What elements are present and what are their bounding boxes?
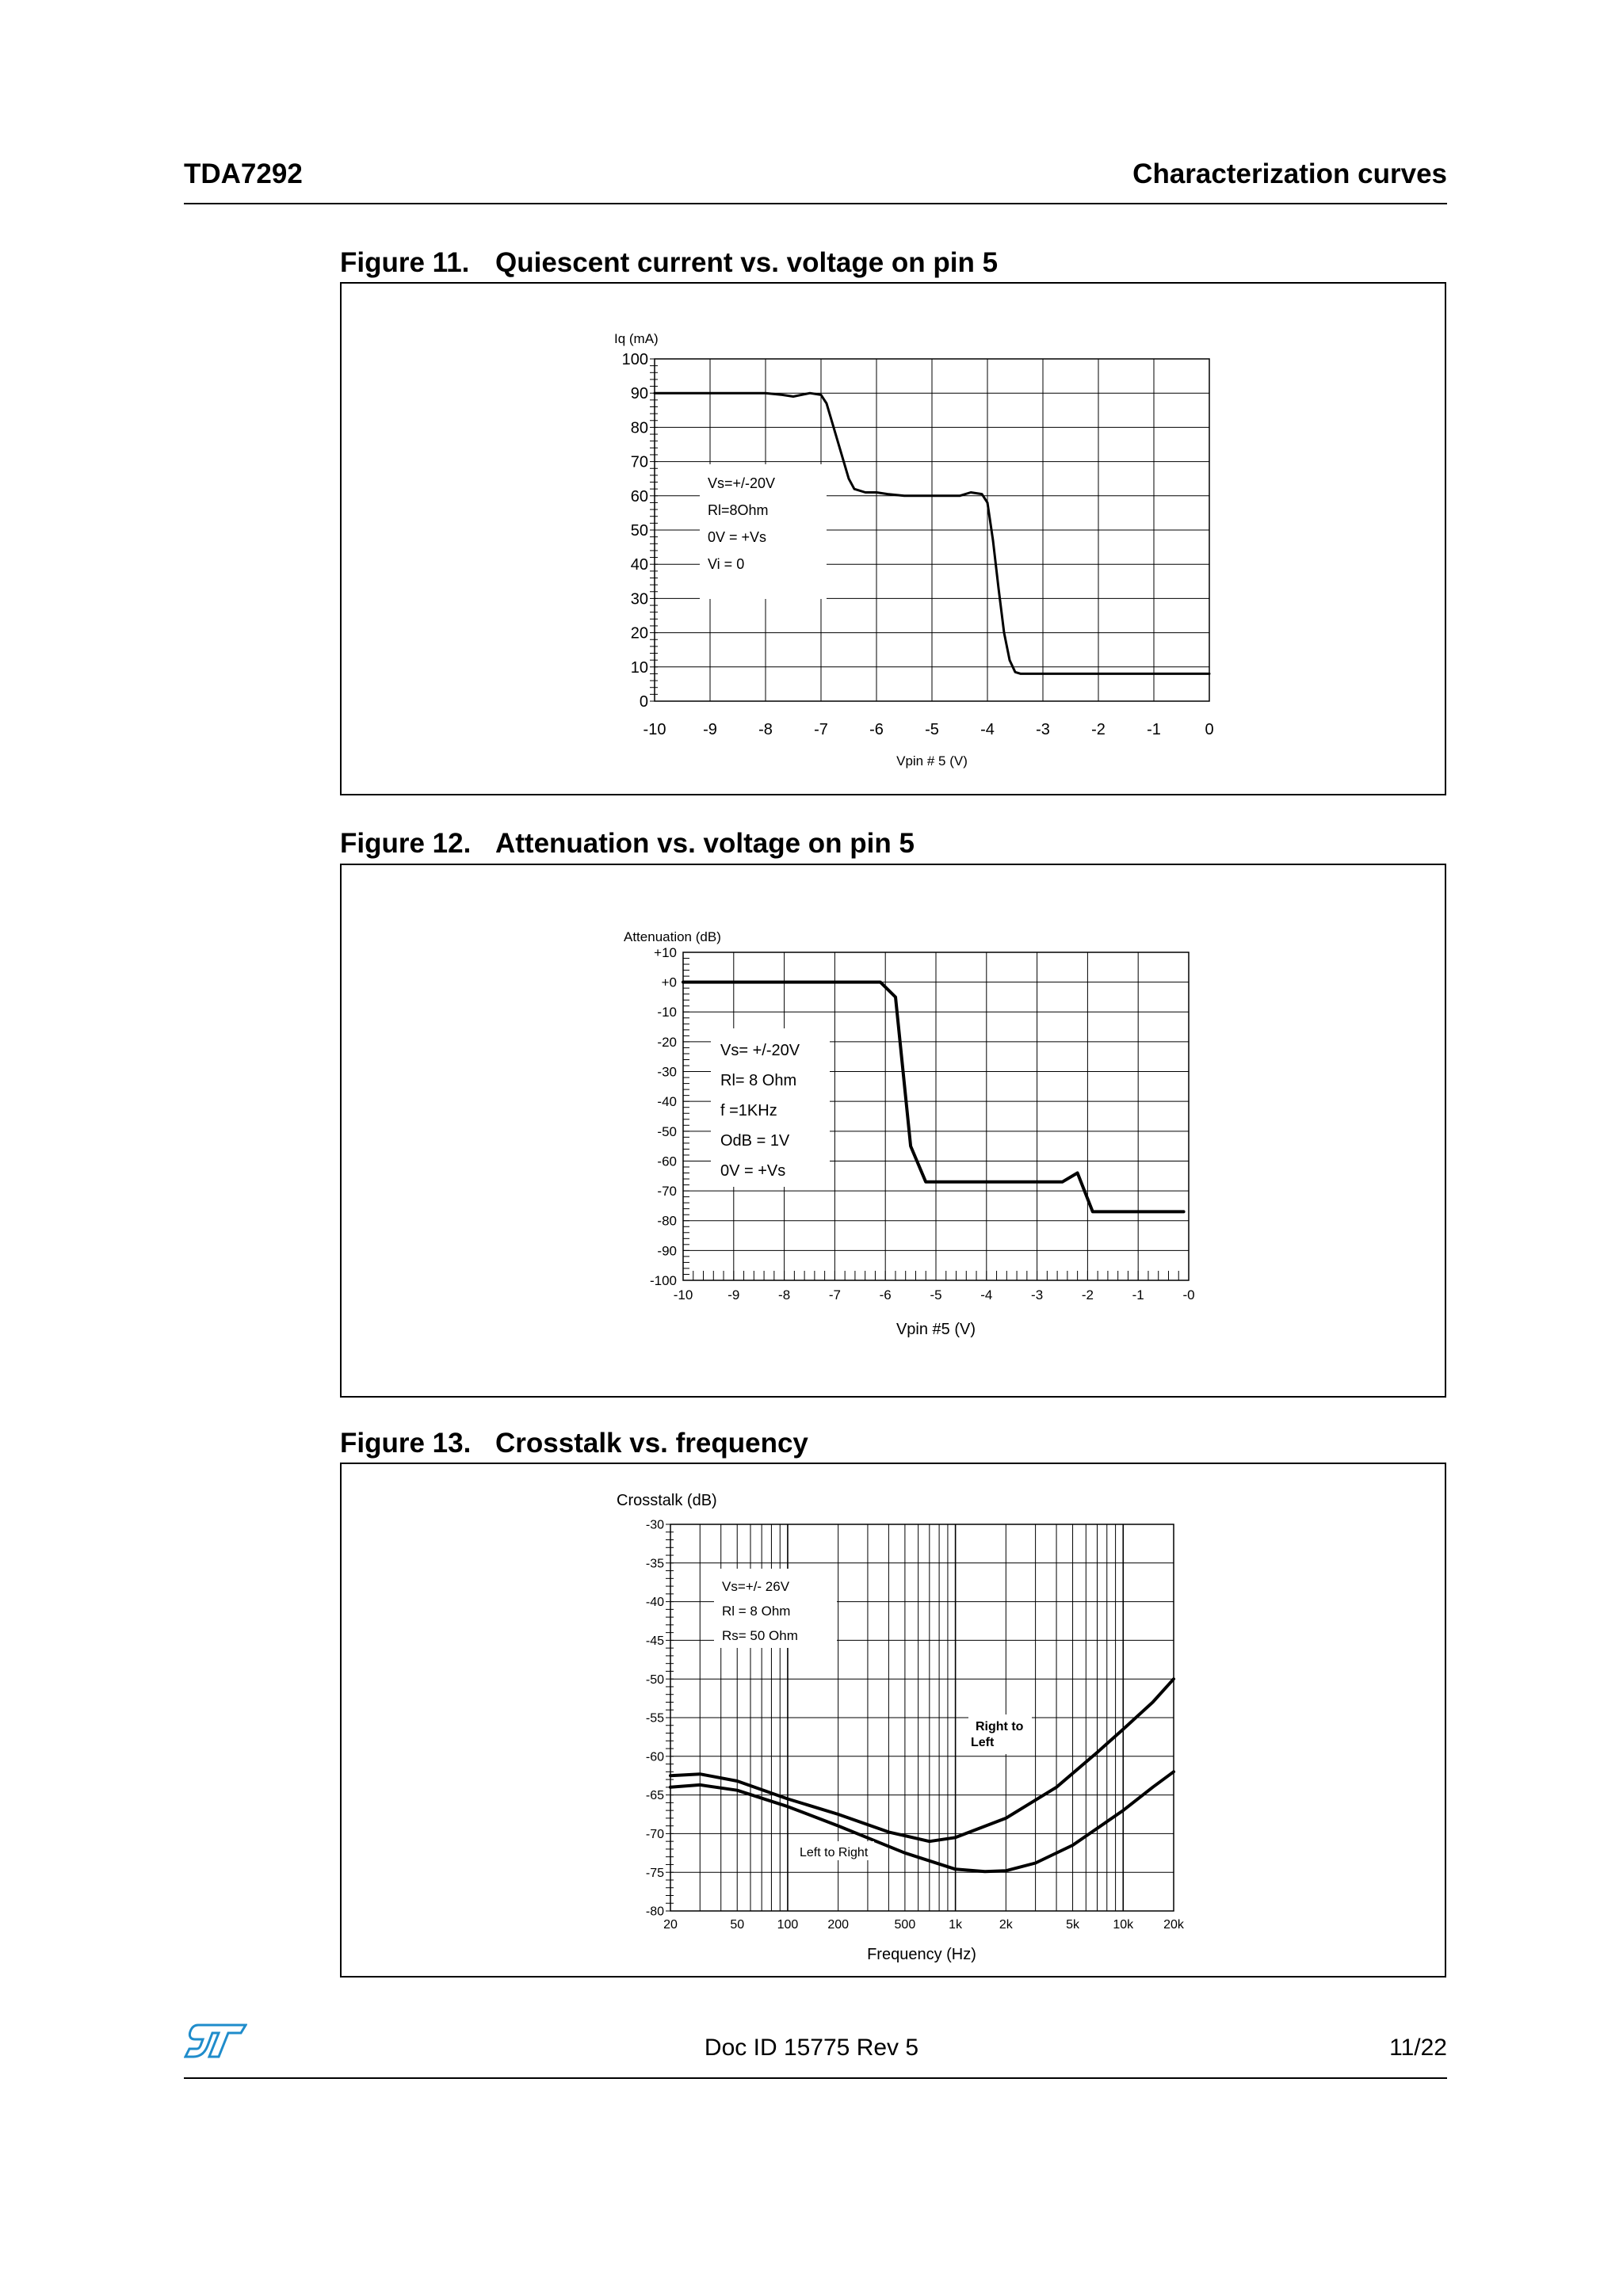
y-tick-label: -65 <box>645 1789 664 1803</box>
x-tick-label: 5k <box>1066 1918 1080 1932</box>
x-tick-label: -3 <box>1036 721 1050 738</box>
y-axis-label: Iq (mA) <box>614 331 659 346</box>
annotation-line: Rl=8Ohm <box>708 502 769 518</box>
figure-13-number: Figure 13. <box>340 1428 472 1459</box>
y-tick-label: -45 <box>645 1634 664 1648</box>
series-label-left-to-right: Left to Right <box>800 1846 869 1859</box>
x-tick-label: -4 <box>980 1287 993 1302</box>
x-tick-label: -2 <box>1091 721 1106 738</box>
figure-11-box <box>340 282 1446 795</box>
y-tick-label: 20 <box>630 624 648 643</box>
y-axis-label: Crosstalk (dB) <box>617 1492 717 1509</box>
footer-rule <box>184 2077 1447 2079</box>
annotation-line: 0V = +Vs <box>720 1162 786 1180</box>
y-tick-label: -80 <box>657 1213 677 1229</box>
annotation-line: Vi = 0 <box>708 556 745 572</box>
header-product: TDA7292 <box>184 158 303 189</box>
x-tick-label: 20k <box>1163 1918 1184 1932</box>
x-tick-label: -1 <box>1132 1287 1144 1302</box>
footer-page-number: 11/22 <box>1389 2035 1447 2061</box>
figure-11-number: Figure 11. <box>340 247 470 278</box>
x-tick-label: -10 <box>673 1287 693 1302</box>
x-tick-label: -8 <box>778 1287 791 1302</box>
x-tick-label: 2k <box>999 1918 1013 1932</box>
y-tick-label: -55 <box>645 1711 664 1726</box>
x-axis-label: Frequency (Hz) <box>867 1946 976 1963</box>
y-tick-label: -35 <box>645 1557 664 1571</box>
y-tick-label: 0 <box>639 693 648 711</box>
y-tick-label: 10 <box>630 658 648 677</box>
annotation-line: 0V = +Vs <box>708 529 767 545</box>
y-tick-label: 30 <box>630 590 648 608</box>
figure-11-caption: Quiescent current vs. voltage on pin 5 <box>495 247 999 278</box>
x-tick-label: -7 <box>814 721 828 738</box>
x-tick-label: -6 <box>869 721 884 738</box>
annotation-line: f =1KHz <box>720 1102 777 1119</box>
y-tick-label: 80 <box>630 419 648 437</box>
x-tick-label: 20 <box>663 1918 678 1932</box>
figure-12-title <box>340 828 915 860</box>
x-tick-label: -4 <box>980 721 995 738</box>
header-rule <box>184 203 1447 204</box>
y-tick-label: +0 <box>661 974 677 990</box>
x-axis-label: Vpin #5 (V) <box>896 1321 976 1338</box>
x-axis-label: Vpin # 5 (V) <box>896 753 968 769</box>
x-tick-label: -6 <box>879 1287 892 1302</box>
y-tick-label: -70 <box>657 1184 677 1199</box>
figure-12-caption: Attenuation vs. voltage on pin 5 <box>495 828 915 859</box>
y-tick-label: -60 <box>657 1154 677 1169</box>
series-line <box>670 1679 1174 1841</box>
x-tick-label: -7 <box>828 1287 841 1302</box>
quiescent-current-chart <box>342 284 1448 797</box>
annotation-line: Vs=+/- 26V <box>722 1579 790 1594</box>
x-tick-label: -0 <box>1182 1287 1195 1302</box>
x-tick-label: -5 <box>930 1287 942 1302</box>
annotation-line: Vs= +/-20V <box>720 1042 800 1059</box>
x-tick-label: 0 <box>1205 721 1214 738</box>
y-tick-label: -20 <box>657 1034 677 1050</box>
x-tick-label: -9 <box>703 721 717 738</box>
x-tick-label: -10 <box>643 721 666 738</box>
y-tick-label: -10 <box>657 1005 677 1020</box>
figure-12-box <box>340 864 1446 1398</box>
annotation-line: Vs=+/-20V <box>708 475 776 491</box>
x-tick-label: -3 <box>1031 1287 1044 1302</box>
y-tick-label: 70 <box>630 453 648 471</box>
x-tick-label: 500 <box>894 1918 916 1932</box>
y-tick-label: -60 <box>645 1750 664 1764</box>
x-tick-label: 1k <box>949 1918 963 1932</box>
y-tick-label: 60 <box>630 487 648 505</box>
y-tick-label: -40 <box>645 1596 664 1610</box>
annotation-line: Rl = 8 Ohm <box>722 1604 791 1619</box>
y-tick-label: -75 <box>645 1866 664 1880</box>
y-tick-label: -50 <box>645 1672 664 1687</box>
x-tick-label: -5 <box>925 721 939 738</box>
crosstalk-chart <box>342 1464 1448 1979</box>
x-tick-label: 200 <box>827 1918 850 1932</box>
figure-13-title <box>340 1428 808 1459</box>
figure-13-box <box>340 1463 1446 1978</box>
y-tick-label: 40 <box>630 556 648 574</box>
x-tick-label: 10k <box>1113 1918 1134 1932</box>
y-tick-label: 90 <box>630 385 648 403</box>
y-tick-label: -30 <box>645 1518 664 1532</box>
x-tick-label: -2 <box>1081 1287 1094 1302</box>
attenuation-chart <box>342 865 1448 1399</box>
y-axis-label: Attenuation (dB) <box>624 929 721 944</box>
y-tick-label: -70 <box>645 1828 664 1841</box>
footer-doc-id: Doc ID 15775 Rev 5 <box>704 2035 919 2061</box>
x-tick-label: 50 <box>730 1918 745 1932</box>
y-tick-label: -100 <box>649 1272 677 1288</box>
x-tick-label: -8 <box>758 721 773 738</box>
figure-13-caption: Crosstalk vs. frequency <box>495 1428 808 1459</box>
figure-11-title <box>340 247 998 279</box>
header-section: Characterization curves <box>1132 158 1447 189</box>
y-tick-label: 50 <box>630 522 648 540</box>
annotation-line: Rs= 50 Ohm <box>722 1628 798 1643</box>
y-tick-label: -40 <box>657 1094 677 1110</box>
y-tick-label: -30 <box>657 1064 677 1080</box>
figure-12-number: Figure 12. <box>340 828 472 859</box>
annotation-line: Rl= 8 Ohm <box>720 1072 797 1089</box>
x-tick-label: 100 <box>777 1918 799 1932</box>
y-tick-label: -80 <box>645 1905 664 1919</box>
x-tick-label: -9 <box>727 1287 740 1302</box>
series-label-right-to-left-line1: Right to <box>976 1720 1024 1733</box>
x-tick-label: -1 <box>1147 721 1161 738</box>
series-line <box>670 1772 1174 1871</box>
y-tick-label: 100 <box>621 351 648 368</box>
y-tick-label: +10 <box>654 944 677 960</box>
y-tick-label: -50 <box>657 1123 677 1139</box>
annotation-line: OdB = 1V <box>720 1132 790 1150</box>
y-tick-label: -90 <box>657 1243 677 1259</box>
series-label-right-to-left-line2: Left <box>971 1736 995 1749</box>
